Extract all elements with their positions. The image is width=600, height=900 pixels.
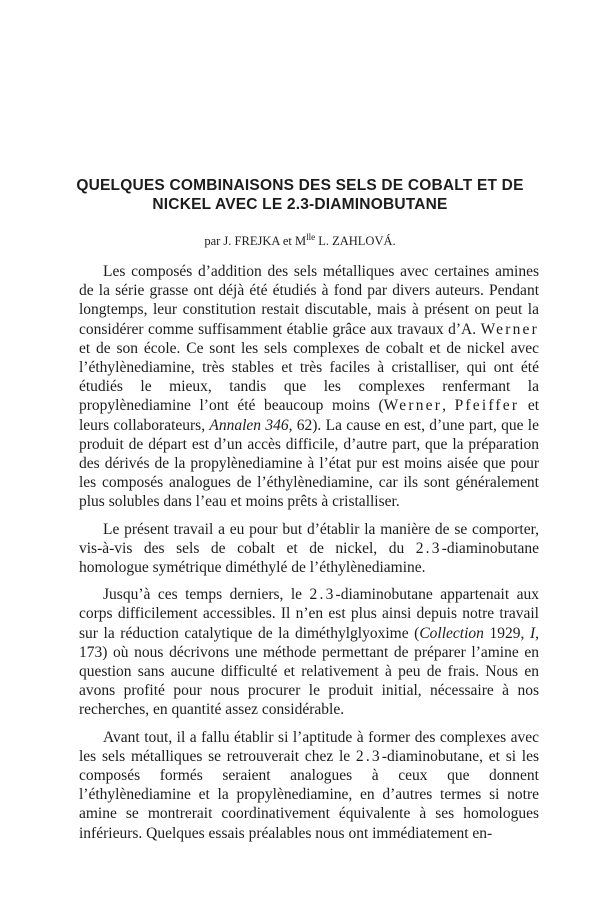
p3-text-a: Jusqu’à ces temps derniers, le <box>103 586 310 604</box>
author-byline <box>0 231 600 249</box>
p3-text-c: 1929, <box>483 624 530 642</box>
p3-collection-citation: Collection <box>419 624 484 642</box>
p1-werner-2: Werner <box>383 397 443 415</box>
byline-lle: lle <box>306 231 316 242</box>
p2-text-b: -diaminobutane homologue symétrique diméthylé de l’éthylènediamine. <box>79 539 539 577</box>
title-line-2: NICKEL AVEC LE 2.3-DIAMINOBUTANE <box>152 196 448 213</box>
p1-werner-1: Werner <box>480 320 539 338</box>
p1-text-e: , 62). La cause en est, d’une part, que le produit de départ est d’un accès difficile, d’autre part, que la préparation des dérivés de la propylènediamine à l’état pur est moins aisée que pour les composés analogues de l’éthylènediamine, car ils sont généralement plus solubles dans l’eau et moins prêts à cristalliser. <box>79 416 539 511</box>
byline-rest: L. ZAHLOVÁ. <box>315 234 396 248</box>
p4-text-a: Avant tout, il a fallu établir si l’aptitude à former des complexes avec les sels métalliques se retrouverait chez le <box>79 728 539 765</box>
p2-compound-number: 2.3 <box>415 539 442 557</box>
p4-text-b: -diaminobutane, et si les composés formés seraient analogues à ceux que donnent l’éthylènediamine et la propylènediamine, en d’autres termes si notre amine se montrerait coordinativement équivalente à ses homologues inférieurs. Quelques essais préalables nous ont immédiatement en- <box>79 747 539 842</box>
article-body <box>79 262 539 851</box>
paragraph-4 <box>79 728 539 843</box>
p3-compound-number: 2.3 <box>309 586 336 604</box>
p3-text-d: , 173) où nous décrivons une méthode permettant de préparer l’amine en question sans aucune difficulté et relativement à peu de frais. Nous en avons profité pour nous procurer le produit initial, nécessaire à nos recherches, en quantité assez considérable. <box>79 624 539 719</box>
p1-text-a: Les composés d’addition des sels métalliques avec certaines amines de la série grasse ont déjà été étudiés à fond par divers auteurs. Pendant longtemps, leur constitution restait discutable, mais à présent on peut la considérer comme suffisamment établie grâce aux travaux d’A. <box>79 263 539 338</box>
paragraph-3 <box>79 585 539 719</box>
p4-compound-number: 2.3 <box>355 747 382 765</box>
byline-par: par J. FREJKA et M <box>204 234 307 248</box>
p1-text-c: , <box>442 397 455 415</box>
p1-annalen-citation: Annalen 346 <box>209 416 289 434</box>
p1-text-b: et de son école. Ce sont les sels complexes de cobalt et de nickel avec l’éthylènediamine, très stables et très faciles à cristalliser, qui ont été étudiés le mieux, tandis que les complexes renfermant la propylènediamine l’ont été beaucoup moins ( <box>79 339 539 415</box>
article-title <box>60 176 540 214</box>
title-line-1: QUELQUES COMBINAISONS DES SELS DE COBALT ET DE <box>76 177 524 194</box>
p1-pfeiffer: Pfeiffer <box>454 397 520 415</box>
p1-text-d: et leurs collaborateurs, <box>79 397 539 434</box>
paragraph-2 <box>79 520 539 578</box>
p3-volume: I <box>529 624 536 642</box>
p2-text-a: Le présent travail a eu pour but d’établir la manière de se comporter, vis-à-vis des sels de cobalt et de nickel, du <box>79 520 539 557</box>
paragraph-1 <box>79 262 539 512</box>
p3-text-b: -diaminobutane appartenait aux corps difficilement accessibles. Il n’en est plus ainsi depuis notre travail sur la réduction catalytique de la diméthylglyoxime ( <box>79 586 539 642</box>
